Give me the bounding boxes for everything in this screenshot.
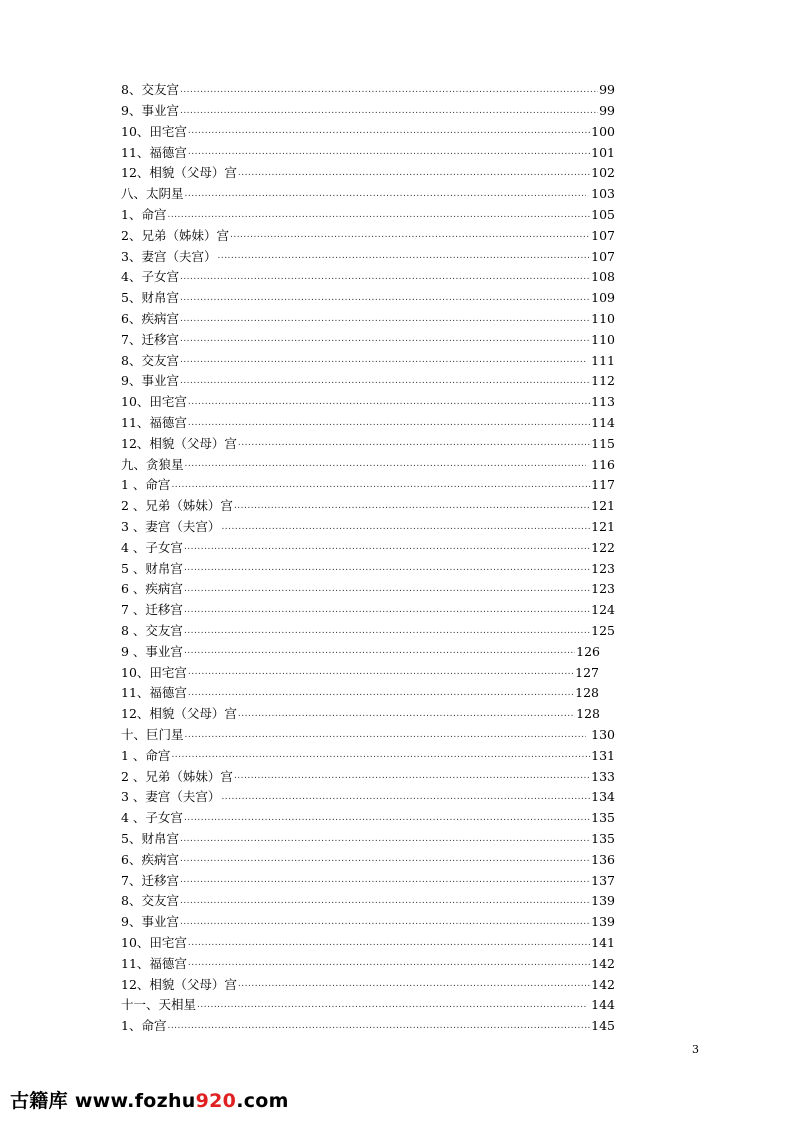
toc-entry[interactable] xyxy=(121,783,615,804)
toc-entry-page: 121 xyxy=(591,498,615,514)
dot-leader xyxy=(184,564,590,573)
toc-entry-label: 11、福德宫 xyxy=(121,685,187,701)
toc-entry-label: 12、相貌（父母）宫 xyxy=(121,706,237,722)
toc-entry[interactable] xyxy=(121,534,615,555)
toc-entry-page: 125 xyxy=(591,623,615,639)
dot-leader xyxy=(238,710,575,719)
toc-entry-label: 11、福德宫 xyxy=(121,955,187,971)
toc-entry[interactable] xyxy=(121,617,615,638)
toc-entry-page: 99 xyxy=(599,103,615,119)
toc-entry-label: 12、相貌（父母）宫 xyxy=(121,165,237,181)
dot-leader xyxy=(180,86,598,95)
toc-entry[interactable] xyxy=(121,513,615,534)
url-suffix: .com xyxy=(236,1090,289,1112)
toc-entry-page: 123 xyxy=(591,560,615,576)
dot-leader xyxy=(188,148,590,157)
toc-entry-page: 107 xyxy=(591,248,615,264)
toc-entry[interactable] xyxy=(121,929,615,950)
toc-entry[interactable] xyxy=(121,1012,615,1033)
toc-entry-label: 9 、事业宫 xyxy=(121,643,183,659)
dot-leader xyxy=(171,751,590,760)
toc-entry-label: 10、田宅宫 xyxy=(121,664,187,680)
toc-entry-label: 12、相貌（父母）宫 xyxy=(121,435,237,451)
toc-entry[interactable] xyxy=(121,575,615,596)
toc-entry[interactable] xyxy=(121,97,615,118)
toc-entry-label: 7 、迁移宫 xyxy=(121,602,183,618)
toc-entry[interactable] xyxy=(121,450,615,471)
toc-entry-label: 10、田宅宫 xyxy=(121,394,187,410)
dot-leader xyxy=(185,190,587,199)
toc-entry-page: 108 xyxy=(591,269,615,285)
dot-leader xyxy=(184,606,590,615)
dot-leader xyxy=(221,523,590,532)
toc-entry-page: 145 xyxy=(591,1018,615,1034)
dot-leader xyxy=(184,647,575,656)
toc-entry-page: 131 xyxy=(591,747,615,763)
toc-entry-page: 134 xyxy=(591,789,615,805)
toc-entry-label: 8 、交友宫 xyxy=(121,623,183,639)
toc-entry-label: 12、相貌（父母）宫 xyxy=(121,976,237,992)
toc-entry-page: 101 xyxy=(591,144,615,160)
toc-entry-page: 123 xyxy=(591,581,615,597)
toc-entry-label: 9、事业宫 xyxy=(121,914,179,930)
toc-entry[interactable] xyxy=(121,284,615,305)
toc-entry-page: 113 xyxy=(591,394,615,410)
toc-entry[interactable] xyxy=(121,76,615,97)
dot-leader xyxy=(238,439,590,448)
toc-entry-label: 2 、兄弟（姊妹）宫 xyxy=(121,498,233,514)
toc-entry[interactable] xyxy=(121,471,615,492)
toc-entry-label: 十、巨门星 xyxy=(121,727,184,743)
toc-entry-label: 8、交友宫 xyxy=(121,893,179,909)
dot-leader xyxy=(188,959,590,968)
dot-leader xyxy=(234,772,590,781)
toc-entry[interactable] xyxy=(121,263,615,284)
dot-leader xyxy=(180,855,590,864)
dot-leader xyxy=(188,127,590,136)
dot-leader xyxy=(185,460,587,469)
dot-leader xyxy=(238,169,590,178)
toc-entry-page: 133 xyxy=(591,768,615,784)
toc-entry[interactable] xyxy=(121,388,615,409)
dot-leader xyxy=(180,918,590,927)
toc-entry-page: 127 xyxy=(575,664,599,680)
toc-entry-page: 136 xyxy=(591,851,615,867)
toc-entry-page: 102 xyxy=(591,165,615,181)
toc-entry[interactable] xyxy=(121,201,615,222)
toc-entry[interactable] xyxy=(121,846,615,867)
dot-leader xyxy=(188,939,590,948)
toc-entry-page: 128 xyxy=(575,685,599,701)
toc-entry-page: 135 xyxy=(591,831,615,847)
site-name: 古籍库 xyxy=(10,1090,68,1112)
toc-entry-page: 111 xyxy=(587,352,615,368)
toc-entry[interactable] xyxy=(121,430,615,451)
toc-entry-page: 99 xyxy=(599,82,615,98)
toc-entry-page: 112 xyxy=(591,373,615,389)
toc-entry-label: 5、财帛宫 xyxy=(121,290,179,306)
toc-entry[interactable] xyxy=(121,492,615,513)
toc-entry[interactable] xyxy=(121,721,615,742)
dot-leader xyxy=(238,980,590,989)
toc-entry-page: 116 xyxy=(587,456,615,472)
toc-entry-label: 6、疾病宫 xyxy=(121,311,179,327)
toc-entry-label: 八、太阴星 xyxy=(121,186,184,202)
toc-entry-page: 103 xyxy=(587,186,615,202)
dot-leader xyxy=(184,627,590,636)
toc-entry[interactable] xyxy=(121,118,615,139)
toc-entry-page: 117 xyxy=(591,477,615,493)
page-number: 3 xyxy=(692,1043,699,1056)
toc-entry[interactable] xyxy=(121,554,615,575)
toc-entry-page: 128 xyxy=(576,706,600,722)
toc-entry-page: 105 xyxy=(591,207,615,223)
toc-entry-page: 107 xyxy=(591,227,615,243)
toc-entry-page: 110 xyxy=(591,331,615,347)
toc-entry[interactable] xyxy=(121,991,615,1012)
toc-entry-label: 7、迁移宫 xyxy=(121,331,179,347)
toc-entry-label: 5、财帛宫 xyxy=(121,831,179,847)
toc-entry-label: 十一、天相星 xyxy=(121,997,197,1013)
toc-entry-page: 110 xyxy=(591,311,615,327)
url-prefix: www.fozhu xyxy=(74,1090,196,1112)
dot-leader xyxy=(167,1022,590,1031)
toc-entry-label: 2、兄弟（姊妹）宫 xyxy=(121,227,229,243)
toc-entry-label: 3 、妻宫（夫宫） xyxy=(121,789,221,805)
toc-entry-label: 4、子女宫 xyxy=(121,269,179,285)
dot-leader xyxy=(180,876,590,885)
dot-leader xyxy=(185,731,587,740)
dot-leader xyxy=(184,543,590,552)
toc-entry-label: 3、妻宫（夫宫） xyxy=(121,248,217,264)
toc-entry[interactable] xyxy=(121,305,615,326)
dot-leader xyxy=(180,897,590,906)
toc-entry[interactable] xyxy=(121,679,599,700)
dot-leader xyxy=(180,835,590,844)
toc-entry-page: 142 xyxy=(591,955,615,971)
site-url xyxy=(75,1090,289,1112)
toc-entry-page: 142 xyxy=(591,976,615,992)
toc-entry[interactable] xyxy=(121,242,615,263)
toc-entry-label: 9、事业宫 xyxy=(121,373,179,389)
site-watermark[interactable] xyxy=(10,1086,289,1113)
dot-leader xyxy=(180,273,590,282)
dot-leader xyxy=(180,315,590,324)
toc-entry[interactable] xyxy=(121,367,615,388)
toc-entry-label: 4 、子女宫 xyxy=(121,539,183,555)
toc-entry[interactable] xyxy=(121,950,615,971)
toc-entry[interactable] xyxy=(121,658,599,679)
toc-entry-label: 9、事业宫 xyxy=(121,103,179,119)
toc-entry-page: 115 xyxy=(591,435,615,451)
dot-leader xyxy=(180,107,598,116)
dot-leader xyxy=(217,252,590,261)
toc-entry-page: 135 xyxy=(591,810,615,826)
toc-entry-label: 8、交友宫 xyxy=(121,82,179,98)
dot-leader xyxy=(230,231,590,240)
toc-entry-label: 8、交友宫 xyxy=(121,352,179,368)
toc-entry-label: 3 、妻宫（夫宫） xyxy=(121,519,221,535)
dot-leader xyxy=(180,377,590,386)
toc-entry-label: 九、贪狼星 xyxy=(121,456,184,472)
toc-entry[interactable] xyxy=(121,825,615,846)
dot-leader xyxy=(180,294,590,303)
toc-entry-page: 130 xyxy=(587,727,615,743)
toc-entry-label: 11、福德宫 xyxy=(121,415,187,431)
toc-entry-page: 144 xyxy=(587,997,615,1013)
toc-entry[interactable] xyxy=(121,138,615,159)
toc-entry[interactable] xyxy=(121,222,615,243)
dot-leader xyxy=(180,356,586,365)
toc-entry-label: 6、疾病宫 xyxy=(121,851,179,867)
dot-leader xyxy=(188,689,574,698)
toc-entry-label: 11、福德宫 xyxy=(121,144,187,160)
dot-leader xyxy=(188,419,590,428)
dot-leader xyxy=(184,814,590,823)
toc-entry[interactable] xyxy=(121,346,615,367)
dot-leader xyxy=(197,1001,586,1010)
toc-entry[interactable] xyxy=(121,866,615,887)
toc-entry-page: 122 xyxy=(591,539,615,555)
toc-entry[interactable] xyxy=(121,887,615,908)
dot-leader xyxy=(184,585,590,594)
toc-entry-label: 2 、兄弟（姊妹）宫 xyxy=(121,768,233,784)
toc-entry-label: 1、命宫 xyxy=(121,207,167,223)
toc-entry-label: 5 、财帛宫 xyxy=(121,560,183,576)
toc-entry-page: 139 xyxy=(591,914,615,930)
dot-leader xyxy=(221,793,590,802)
toc-entry-page: 139 xyxy=(591,893,615,909)
toc-entry[interactable] xyxy=(121,804,615,825)
toc-entry-label: 7、迁移宫 xyxy=(121,872,179,888)
toc-entry[interactable] xyxy=(121,159,615,180)
toc-entry-label: 1 、命宫 xyxy=(121,747,171,763)
toc-entry-page: 141 xyxy=(591,935,615,951)
toc-entry[interactable] xyxy=(121,908,615,929)
dot-leader xyxy=(167,211,590,220)
toc-entry-page: 109 xyxy=(591,290,615,306)
toc-entry-label: 4 、子女宫 xyxy=(121,810,183,826)
toc-entry[interactable] xyxy=(121,700,600,721)
toc-entry-label: 10、田宅宫 xyxy=(121,123,187,139)
toc-entry-label: 6 、疾病宫 xyxy=(121,581,183,597)
toc-entry[interactable] xyxy=(121,409,615,430)
toc-entry-page: 137 xyxy=(591,872,615,888)
toc-entry-label: 10、田宅宫 xyxy=(121,935,187,951)
toc-entry[interactable] xyxy=(121,742,615,763)
url-number: 920 xyxy=(195,1090,237,1112)
toc-entry[interactable] xyxy=(121,970,615,991)
toc-entry[interactable] xyxy=(121,326,615,347)
toc-entry[interactable] xyxy=(121,762,615,783)
dot-leader xyxy=(234,502,590,511)
toc-entry-page: 126 xyxy=(576,643,600,659)
toc-entry[interactable] xyxy=(121,596,615,617)
dot-leader xyxy=(188,398,590,407)
toc-entry-label: 1、命宫 xyxy=(121,1018,167,1034)
dot-leader xyxy=(180,335,590,344)
dot-leader xyxy=(188,668,574,677)
toc-entry-page: 114 xyxy=(591,415,615,431)
toc-entry-page: 121 xyxy=(591,519,615,535)
dot-leader xyxy=(171,481,590,490)
toc-entry[interactable] xyxy=(121,180,615,201)
toc-entry[interactable] xyxy=(121,638,600,659)
toc-entry-page: 100 xyxy=(591,123,615,139)
toc-entry-label: 1 、命宫 xyxy=(121,477,171,493)
toc-entry-page: 124 xyxy=(591,602,615,618)
